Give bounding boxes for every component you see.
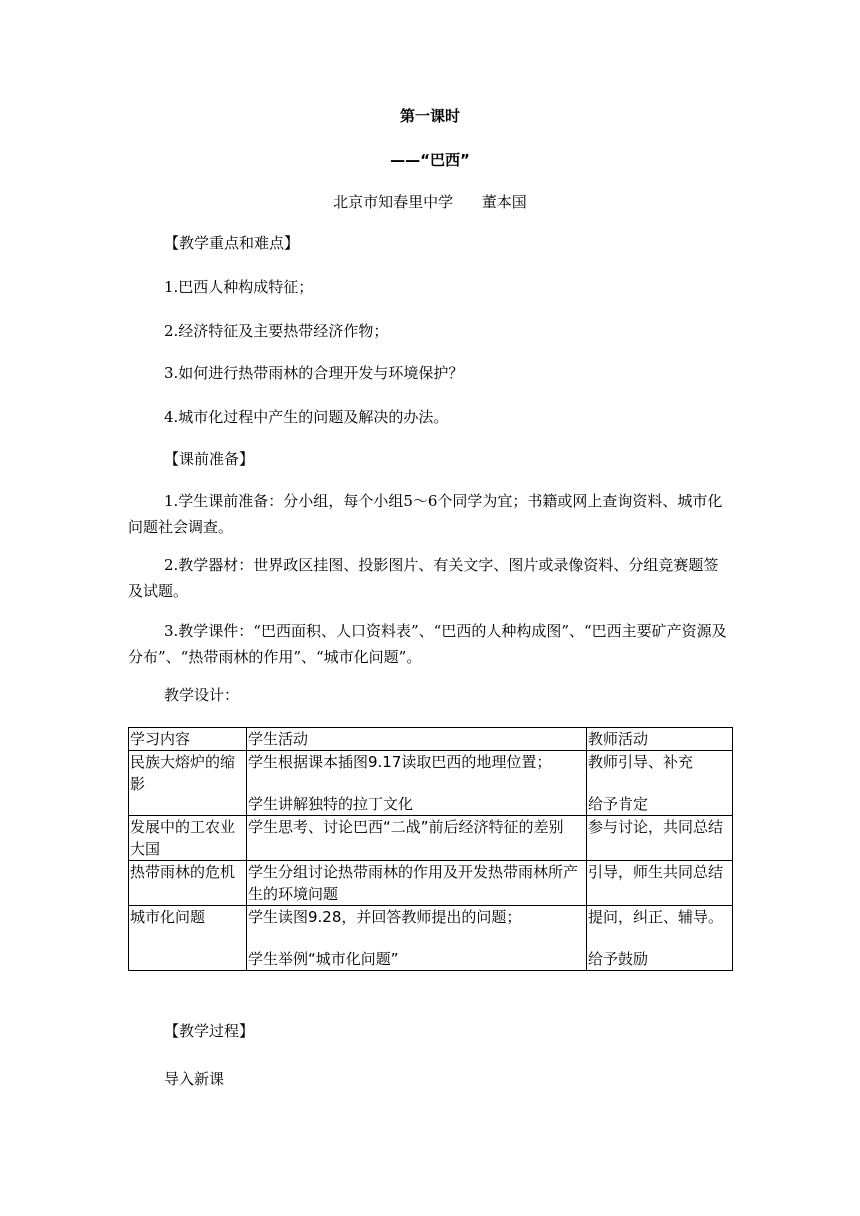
teacher-activity: 提问，纠正、辅导。 [588, 908, 724, 926]
student-activity: 学生读图9.28，并回答教师提出的问题； [248, 908, 522, 926]
table-cell-teacher: 参与讨论，共同总结 [587, 816, 733, 861]
process-heading: 【教学过程】 [164, 1022, 255, 1040]
teacher-activity: 给予肯定 [588, 795, 649, 813]
focus-heading: 【教学重点和难点】 [164, 234, 300, 252]
intro-label: 导入新课 [164, 1070, 225, 1088]
student-activity: 学生举例“城市化问题” [248, 950, 399, 968]
design-label: 教学设计： [164, 686, 240, 704]
prep-item: 3.教学课件：“巴西面积、人口资料表”、“巴西的人种构成图”、“巴西主要矿产资源及分布”、“热带雨林的作用”、“城市化问题”。 [128, 622, 727, 666]
prep-item: 2.教学器材：世界政区挂图、投影图片、有关文字、图片或录像资料、分组竞赛题签及试题。 [128, 556, 719, 600]
table-cell-student [247, 751, 587, 816]
author-school: 北京市知春里中学 [333, 193, 454, 211]
table-row [129, 751, 733, 816]
table-header-cell: 教师活动 [587, 728, 733, 751]
table-row [129, 861, 733, 906]
table-cell-teacher: 引导，师生共同总结 [587, 861, 733, 906]
focus-item: 2.经济特征及主要热带经济作物； [164, 322, 389, 340]
table-cell-student: 学生思考、讨论巴西“二战”前后经济特征的差别 [247, 816, 587, 861]
table-cell-student: 学生分组讨论热带雨林的作用及开发热带雨林所产生的环境问题 [247, 861, 587, 906]
table-cell-content: 发展中的工农业大国 [129, 816, 247, 861]
prep-item: 1.学生课前准备：分小组，每个小组5～6个同学为宜；书籍或网上查询资料、城市化问题社会调查。 [128, 492, 723, 536]
table-row [129, 816, 733, 861]
focus-item: 3.如何进行热带雨林的合理开发与环境保护？ [164, 364, 464, 382]
table-cell-student [247, 906, 587, 971]
table-cell-content: 民族大熔炉的缩影 [129, 751, 247, 816]
student-activity: 学生根据课本插图9.17读取巴西的地理位置； [248, 753, 552, 771]
table-header-row [129, 728, 733, 751]
table-cell-teacher [587, 906, 733, 971]
table-cell-content: 热带雨林的危机 [129, 861, 247, 906]
teacher-activity: 给予鼓励 [588, 950, 649, 968]
author-name: 董本国 [481, 193, 527, 211]
teaching-design-table [128, 727, 733, 971]
table-cell-teacher [587, 751, 733, 816]
author-line [0, 192, 860, 212]
teacher-activity: 教师引导、补充 [588, 753, 694, 771]
table-header-cell: 学习内容 [129, 728, 247, 751]
table-header-cell: 学生活动 [247, 728, 587, 751]
lesson-subtitle: ——“巴西” [390, 151, 470, 169]
lesson-title: 第一课时 [399, 107, 460, 125]
student-activity: 学生讲解独特的拉丁文化 [248, 795, 414, 813]
focus-item: 1.巴西人种构成特征； [164, 278, 314, 296]
focus-item: 4.城市化过程中产生的问题及解决的办法。 [164, 408, 449, 426]
table-row [129, 906, 733, 971]
prep-heading: 【课前准备】 [164, 450, 255, 468]
table-cell-content: 城市化问题 [129, 906, 247, 971]
